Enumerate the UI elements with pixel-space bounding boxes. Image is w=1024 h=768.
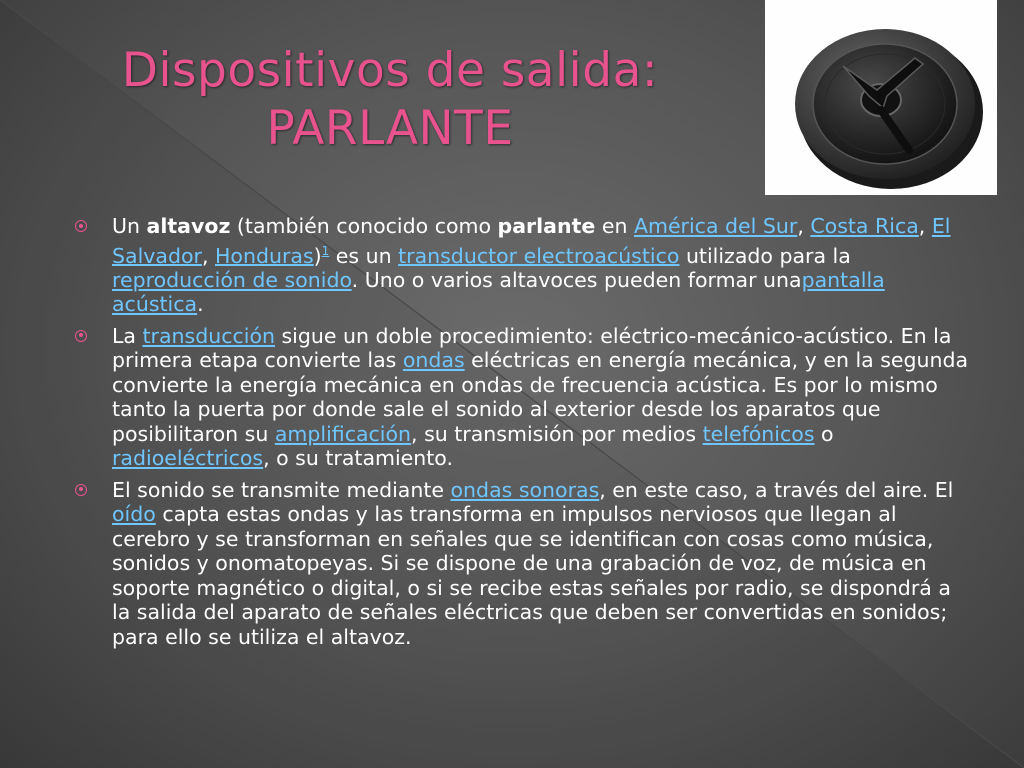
link-transductor-electroacustico[interactable]: transductor electroacústico [398,243,680,268]
speaker-image [765,0,997,195]
bold-term: parlante [497,214,596,238]
title-line-1: Dispositivos de salida: [121,43,659,98]
bullet-icon [75,484,87,496]
link-transduccion[interactable]: transducción [142,323,275,348]
paragraph-transduccion: La transducción sigue un doble procedimiento: eléctrico-mecánico-acústico. En la primera etapa convierte las ondas eléctricas en energía mecánica, y en la segunda convierte la energía mecánica en ondas de frecuencia acústica. Es por lo mismo tanto la puerta por donde sale el sonido al exterior desde los aparatos que posibilitaron su amplificación, su transmisión por medios telefónicos o radioeléctricos, o su tratamiento. [75,324,970,471]
link-reproduccion-de-sonido[interactable]: reproducción de sonido [112,267,352,292]
slide-body [75,214,970,656]
paragraph-altavoz: Un altavoz (también conocido como parlante en América del Sur, Costa Rica, El Salvador, Honduras)$^1$ es un transductor electroacústico utilizado para la reproducción de sonido. Uno o varios altavoces pueden formar unapantalla acústica. [75,214,970,317]
link-ondas[interactable]: ondas [402,348,465,373]
link-honduras[interactable]: Honduras [215,243,314,268]
link-ondas-sonoras[interactable]: ondas sonoras [450,477,600,502]
link-america-del-sur[interactable]: América del Sur [633,214,798,238]
link-footnote[interactable]: 1 [321,243,330,258]
link-radioelectricos[interactable]: radioeléctricos [112,446,264,471]
slide-title [40,42,740,158]
paragraph-sonido: El sonido se transmite mediante ondas sonoras, en este caso, a través del aire. El oído capta estas ondas y las transforma en impulsos nerviosos que llegan al cerebro y se transforman en señales que se identifican con cosas como música, sonidos y onomatopeyas. Si se dispone de una grabación de voz, de música en soporte magnético o digital, o si se recibe estas señales por radio, se dispondrá a la salida del aparato de señales eléctricas que deben ser convertidas en sonidos; para ello se utiliza el altavoz. [75,478,970,650]
bullet-icon [75,220,87,232]
speaker-icon [765,0,997,195]
bold-term: altavoz [146,214,231,238]
link-costa-rica[interactable]: Costa Rica [810,214,919,238]
link-pantalla-acustica[interactable]: pantalla acústica [112,267,885,317]
link-el-salvador[interactable]: El Salvador [112,214,951,268]
bullet-icon [75,330,87,342]
title-line-2: PARLANTE [266,101,514,156]
link-telefonicos[interactable]: telefónicos [702,421,815,446]
link-oido[interactable]: oído [112,502,156,527]
link-amplificacion[interactable]: amplificación [274,421,412,446]
